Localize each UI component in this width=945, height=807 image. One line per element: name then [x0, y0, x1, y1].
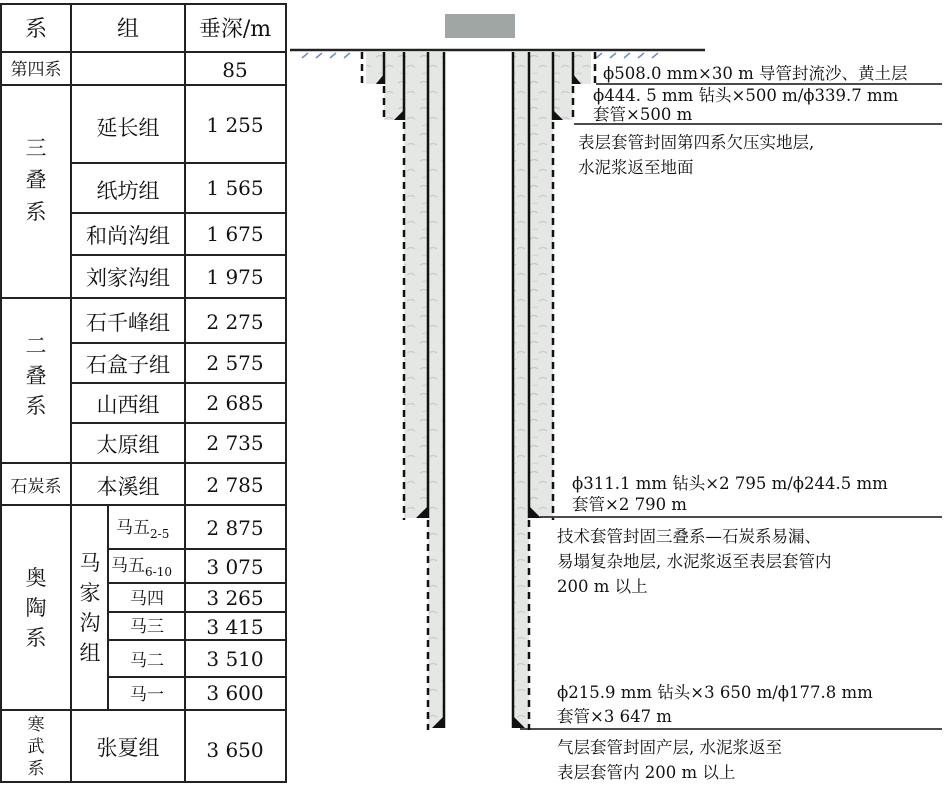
- formation-cell: 本溪组: [96, 475, 160, 499]
- system-ordovician: 奥陶系: [25, 566, 47, 650]
- formation-cell: 刘家沟组: [86, 266, 170, 290]
- system-carboniferous: 石炭系: [10, 477, 62, 497]
- cement-sheath: [366, 52, 591, 728]
- formation-cell: 马二: [130, 651, 164, 671]
- system-permian: 二叠系: [25, 334, 47, 418]
- production-casing-desc: 表层套管内 200 m 以上: [557, 763, 736, 782]
- header-depth: 垂深/m: [198, 17, 272, 42]
- header-system: 系: [24, 17, 48, 42]
- surface-casing-spec: ϕ444. 5 mm 钻头×500 m/ϕ339.7 mm: [593, 86, 899, 105]
- annotation-leaders: [520, 84, 942, 729]
- depth-cell: 1 255: [206, 113, 264, 137]
- formation-cell: 石盒子组: [86, 353, 170, 377]
- annotations: [557, 64, 908, 782]
- formation-cell: 山西组: [96, 393, 160, 417]
- borehole-walls: [362, 52, 595, 730]
- intermediate-casing-desc: 易塌复杂地层, 水泥浆返至表层套管内: [557, 552, 832, 571]
- depth-cell: 2 275: [206, 310, 264, 334]
- conductor-note: ϕ508.0 mm×30 m 导管封流沙、黄土层: [603, 64, 908, 83]
- depth-cell: 3 650: [206, 738, 264, 762]
- intermediate-casing-desc: 技术套管封固三叠系—石炭系易漏、: [557, 527, 821, 546]
- surface-casing-desc: 水泥浆返至地面: [578, 158, 694, 177]
- wellhead-block: [445, 14, 515, 38]
- formation-cell: 马一: [130, 685, 164, 705]
- intermediate-casing-spec: ϕ311.1 mm 钻头×2 795 m/ϕ244.5 mm: [572, 474, 888, 493]
- formation-cell: 马三: [130, 617, 164, 637]
- depth-cell: 1 565: [206, 176, 264, 200]
- depth-cell: 3 075: [206, 555, 264, 579]
- formation-cell: 石千峰组: [86, 311, 170, 335]
- depth-cell: 2 575: [206, 351, 264, 375]
- surface-water-marks: [302, 53, 658, 58]
- production-casing-spec: ϕ215.9 mm 钻头×3 650 m/ϕ177.8 mm: [557, 683, 873, 702]
- sub-unit-ma5-2-5: 马五$_{2-5}$: [116, 518, 170, 541]
- system-triassic: 三叠系: [25, 136, 47, 224]
- depth-cell: 1 975: [206, 265, 264, 289]
- intermediate-casing-desc: 200 m 以上: [557, 577, 648, 596]
- formation-cell: 纸坊组: [96, 179, 160, 203]
- production-casing-desc: 气层套管封固产层, 水泥浆返至: [557, 738, 782, 757]
- intermediate-casing-spec: 套管×2 790 m: [572, 495, 687, 514]
- depth-cell: 3 265: [206, 586, 264, 610]
- depth-cell: 3 415: [206, 615, 264, 639]
- depth-cell: 1 675: [206, 222, 264, 246]
- depth-cell: 2 735: [206, 431, 264, 455]
- depth-cell: 3 510: [206, 647, 264, 671]
- stratigraphic-table: [1, 4, 286, 782]
- formation-cell: 和尚沟组: [86, 224, 170, 248]
- depth-cell: 2 685: [206, 391, 264, 415]
- depth-cell: 2 875: [206, 516, 264, 540]
- depth-cell: 85: [222, 58, 248, 82]
- formation-cell: 延长组: [96, 116, 160, 140]
- depth-cell: 2 785: [206, 473, 264, 497]
- formation-cell: 太原组: [96, 433, 160, 457]
- header-formation: 组: [116, 17, 140, 42]
- system-cambrian: 寒武系: [27, 715, 45, 779]
- group-majiagou: 马家沟组: [79, 551, 101, 665]
- surface-casing-spec: 套管×500 m: [593, 105, 693, 124]
- depth-cell: 3 600: [206, 681, 264, 705]
- formation-cell: 马四: [130, 589, 164, 609]
- formation-cell: 张夏组: [96, 736, 160, 760]
- system-quaternary: 第四系: [10, 60, 62, 80]
- production-casing-spec: 套管×3 647 m: [557, 707, 672, 726]
- surface-casing-desc: 表层套管封固第四系欠压实地层,: [578, 133, 815, 152]
- sub-unit-ma5-6-10: 马五$_{6-10}$: [111, 556, 172, 579]
